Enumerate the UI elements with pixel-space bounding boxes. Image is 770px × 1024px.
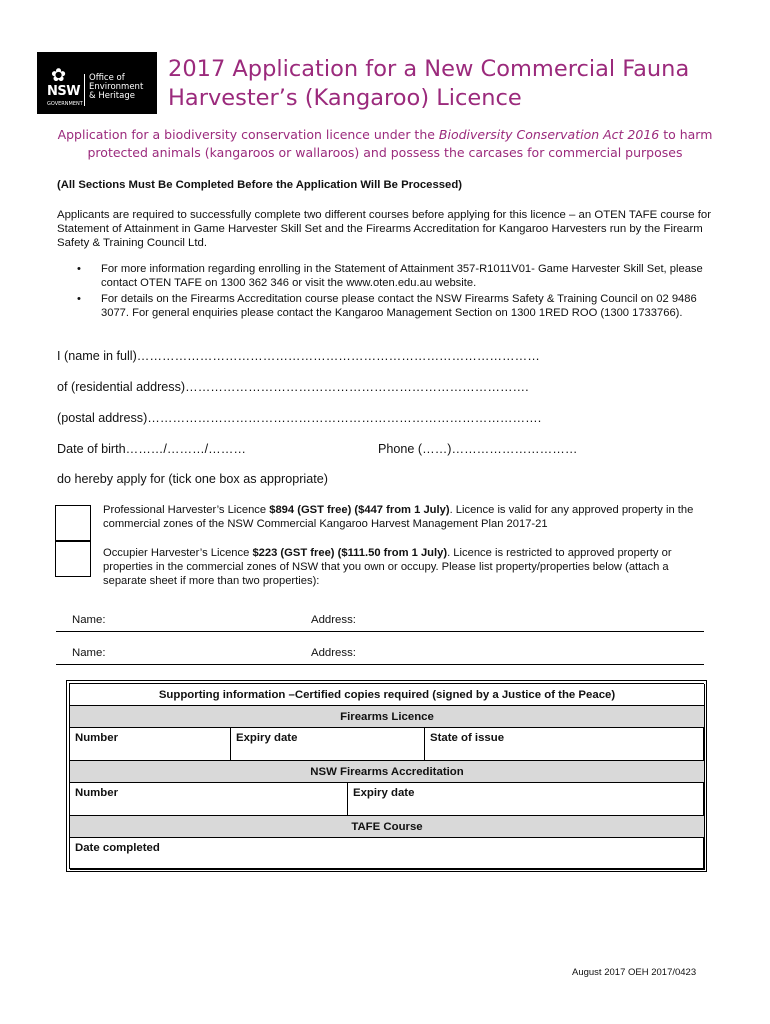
- property-address-label: Address:: [311, 614, 356, 626]
- name-field[interactable]: I (name in full)……………………………………………………………………………………: [57, 349, 540, 363]
- logo-government: GOVERNMENT: [47, 101, 83, 107]
- subtitle-before: Application for a biodiversity conservation licence under the: [57, 127, 439, 142]
- bullet-text: For details on the Firearms Accreditation course please contact the NSW Firearms Safety & Training Council on 02 9486 3077. For general enquiries please contact the Kangaroo Management Section on 1300 1RED ROO (1300 1733766).: [101, 293, 697, 319]
- property-name-label: Name:: [72, 614, 106, 626]
- page-title: 2017 Application for a New Commercial Fauna Harvester’s (Kangaroo) Licence: [168, 56, 690, 111]
- supporting-info-inner: [69, 683, 704, 869]
- property-name-label: Name:: [72, 647, 106, 659]
- required-note: (All Sections Must Be Completed Before the Application Will Be Processed): [57, 179, 462, 191]
- option-suffix: . Licence is valid for any approved property in the commercial zones of the NSW Commercial Kangaroo Harvest Management Plan 2017-21: [103, 504, 694, 530]
- info-bullets: [57, 262, 722, 322]
- property-row[interactable]: [56, 609, 704, 632]
- option-price: $223 (GST free) ($111.50 from 1 July): [252, 547, 448, 559]
- accreditation-heading: NSW Firearms Accreditation: [70, 761, 705, 783]
- firearms-licence-expiry[interactable]: Expiry date: [231, 728, 425, 761]
- bullet-icon: •: [77, 293, 81, 305]
- logo-divider: [84, 74, 85, 106]
- oeh-logo: [37, 52, 157, 114]
- tafe-course-heading: TAFE Course: [70, 816, 705, 838]
- firearms-licence-number[interactable]: Number: [70, 728, 231, 761]
- accreditation-number[interactable]: Number: [70, 783, 348, 816]
- professional-licence-checkbox[interactable]: [55, 505, 91, 541]
- logo-nsw: NSW: [47, 84, 81, 99]
- waratah-icon: ✿: [51, 65, 67, 85]
- subtitle-after: to harm protected animals (kangaroos or wallaroos) and possess the carcases for commercial purposes: [87, 127, 713, 160]
- apply-instruction: do hereby apply for (tick one box as appropriate): [57, 472, 328, 486]
- page-subtitle: [40, 126, 730, 162]
- bullet-item: [57, 262, 722, 290]
- postal-address-field[interactable]: (postal address)………………………………………………………………………………….: [57, 411, 542, 425]
- subtitle-act: Biodiversity Conservation Act 2016: [438, 127, 660, 142]
- footer-reference: August 2017 OEH 2017/0423: [572, 967, 697, 978]
- occupier-licence-checkbox[interactable]: [55, 541, 91, 577]
- occupier-licence-option: [103, 546, 713, 588]
- option-suffix: . Licence is restricted to approved property or properties in the commercial zones of NSW that you own or occupy. Please list property/properties below (attach a separate sheet if more than two properties):: [103, 547, 672, 587]
- option-prefix: Occupier Harvester’s Licence: [103, 547, 253, 559]
- tafe-date-completed[interactable]: Date completed: [70, 838, 705, 870]
- property-row[interactable]: [56, 642, 704, 665]
- option-price: $894 (GST free) ($447 from 1 July): [269, 504, 450, 516]
- accreditation-expiry[interactable]: Expiry date: [348, 783, 705, 816]
- date-of-birth-field[interactable]: Date of birth………/………/………: [57, 442, 246, 456]
- logo-agency: Office of Environment & Heritage: [89, 73, 144, 101]
- supporting-info-title: Supporting information –Certified copies required (signed by a Justice of the Peace): [70, 684, 705, 706]
- bullet-item: [57, 292, 722, 320]
- supporting-info-table: [66, 680, 707, 872]
- property-address-label: Address:: [311, 647, 356, 659]
- professional-licence-option: [103, 503, 713, 531]
- intro-paragraph: Applicants are required to successfully complete two different courses before applying for this licence – an OTEN TAFE course for Statement of Attainment in Game Harvester Skill Set and the Firearms Accreditation for Kangaroo Harvesters run by the Firearm Safety & Training Council Ltd.: [57, 209, 712, 249]
- phone-field[interactable]: Phone (……)…………………………: [378, 442, 578, 456]
- bullet-text: For more information regarding enrolling in the Statement of Attainment 357-R1011V01- Game Harvester Skill Set, please contact OTEN TAFE on 1300 362 346 or visit the www.oten.edu.au website.: [101, 263, 703, 289]
- residential-address-field[interactable]: of (residential address)……………………………………………………………………….: [57, 380, 529, 394]
- option-prefix: Professional Harvester’s Licence: [103, 504, 270, 516]
- firearms-licence-heading: Firearms Licence: [70, 706, 705, 728]
- firearms-licence-state[interactable]: State of issue: [425, 728, 705, 761]
- bullet-icon: •: [77, 263, 81, 275]
